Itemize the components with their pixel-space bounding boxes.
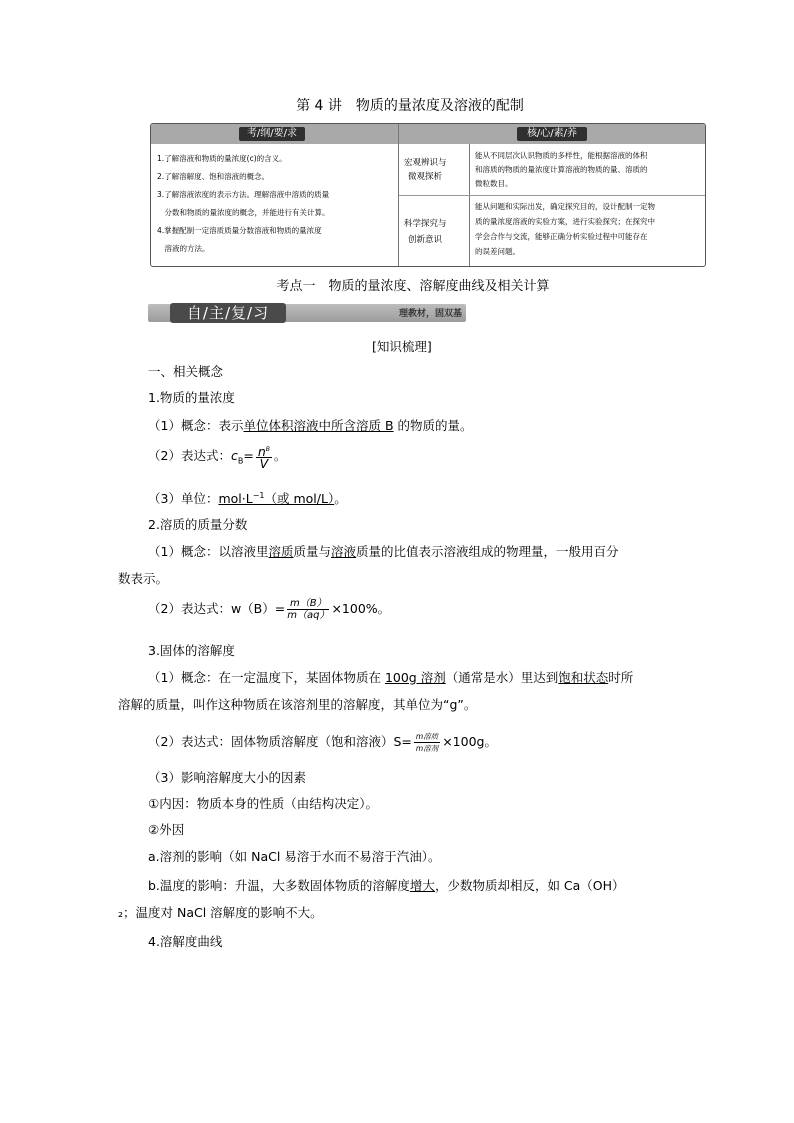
paragraph xyxy=(148,668,633,686)
paragraph xyxy=(148,542,619,560)
fraction xyxy=(256,444,272,472)
formula-symbol: c xyxy=(230,448,238,464)
text: （2）表达式： xyxy=(148,448,231,464)
text: （1）概念：以溶液里 xyxy=(148,544,269,559)
text: ×100g。 xyxy=(442,734,497,749)
text: 质量与 xyxy=(293,544,331,559)
underlined-term xyxy=(218,491,334,506)
fraction xyxy=(414,731,440,754)
unit: （或 mol/L） xyxy=(264,491,335,506)
objective-item: 分数和物质的量浓度的概念，并能进行有关计算。 xyxy=(157,208,330,217)
subsection-heading: 3.固体的溶解度 xyxy=(148,643,235,658)
formula-subscript: B xyxy=(237,456,244,466)
text: （通常是水）里达到 xyxy=(445,670,559,685)
paragraph: ①内因：物质本身的性质（由结构决定）。 xyxy=(148,796,378,811)
banner-tag: 自/主/复/习 xyxy=(170,303,286,323)
text: （2）表达式：w（B）= xyxy=(148,601,286,616)
subsection-heading: 2.溶质的质量分数 xyxy=(148,517,248,532)
objectives-header-label: 考/纲/要/求 xyxy=(239,127,305,141)
divider xyxy=(399,195,706,196)
formula-line xyxy=(148,598,390,621)
banner-note: 理教材，固双基 xyxy=(398,309,462,319)
objective-item: 溶液的方法。 xyxy=(157,244,210,253)
underlined-term: 单位体积溶液中所含溶质 B xyxy=(243,418,394,433)
numerator: m溶质 xyxy=(415,732,439,741)
denominator: m溶剂 xyxy=(415,744,439,753)
text: （1）概念：表示 xyxy=(148,418,244,433)
unit: mol·L xyxy=(218,491,253,506)
text: （1）概念：在一定温度下，某固体物质在 xyxy=(148,670,385,685)
objective-item: 3.了解溶液浓度的表示方法。理解溶液中溶质的质量 xyxy=(157,190,330,199)
text: 。 xyxy=(334,491,347,506)
underlined-term: 增大 xyxy=(409,878,435,893)
literacy-desc: 和溶质的物质的量浓度计算溶液的物质的量、溶质的 xyxy=(475,165,648,174)
underlined-term: 溶质 xyxy=(268,544,294,559)
literacy-header-label: 核/心/素/养 xyxy=(517,127,587,141)
divider xyxy=(469,144,470,266)
text: 。 xyxy=(273,448,287,464)
paragraph xyxy=(148,489,347,507)
literacy-desc: 能从不同层次认识物质的多样性，能根据溶液的体积 xyxy=(475,151,648,160)
objective-item: 2.了解溶解度、饱和溶液的概念。 xyxy=(157,172,270,181)
underlined-term: 100g 溶剂 xyxy=(384,670,446,685)
text: ，少数物质却相反，如 Ca（OH） xyxy=(434,878,625,893)
literacy-label: 宏观辨识与 xyxy=(404,158,447,168)
text: ×100%。 xyxy=(331,601,391,616)
literacy-label: 科学探究与 xyxy=(404,219,447,229)
objective-item: 4.掌握配制一定溶质质量分数溶液和物质的量浓度 xyxy=(157,226,322,235)
text: 的物质的量。 xyxy=(393,418,473,433)
paragraph: ②外因 xyxy=(148,822,185,837)
literacy-label: 微观探析 xyxy=(408,172,443,182)
section-title: 考点一 物质的量浓度、溶解度曲线及相关计算 xyxy=(276,279,550,294)
objective-item: 1.了解溶液和物质的量浓度(c)的含义。 xyxy=(157,154,287,163)
text: = xyxy=(243,448,254,464)
literacy-desc: 学会合作与交流，能够正确分析实验过程中可能存在 xyxy=(475,232,648,241)
paragraph: a.溶剂的影响（如 NaCl 易溶于水而不易溶于汽油）。 xyxy=(148,849,441,864)
formula-line xyxy=(148,444,287,472)
literacy-header xyxy=(399,124,705,144)
literacy-desc: 能从问题和实际出发，确定探究目的，设计配制一定物 xyxy=(475,202,655,211)
literacy-desc: 微粒数目。 xyxy=(475,179,513,188)
text: （2）表达式：固体物质溶解度（饱和溶液）S= xyxy=(148,734,412,749)
text: 时所 xyxy=(608,670,634,685)
objectives-table xyxy=(150,123,706,267)
text: b.温度的影响：升温，大多数固体物质的溶解度 xyxy=(148,878,410,893)
denominator: m（aq） xyxy=(287,610,330,621)
page-title: 第 4 讲 物质的量浓度及溶液的配制 xyxy=(296,98,524,114)
literacy-desc: 质的量浓度溶液的实验方案，进行实验探究；在探究中 xyxy=(475,217,655,226)
text: 质量的比值表示溶液组成的物理量，一般用百分 xyxy=(356,544,619,559)
self-review-banner xyxy=(148,304,466,322)
fraction xyxy=(287,598,329,621)
part-heading: 一、相关概念 xyxy=(148,364,224,379)
numerator: n xyxy=(257,444,266,460)
paragraph-continued: 溶解的质量，叫作这种物质在该溶剂里的溶解度，其单位为“g”。 xyxy=(118,697,477,712)
underlined-term: 溶液 xyxy=(331,544,357,559)
paragraph-continued: ₂；温度对 NaCl 溶解度的影响不大。 xyxy=(118,905,323,920)
numerator-sup: B xyxy=(265,446,270,453)
unit-sup: −1 xyxy=(252,490,265,500)
paragraph xyxy=(148,416,473,434)
formula-line xyxy=(148,731,497,754)
underlined-term: 饱和状态 xyxy=(558,670,609,685)
numerator: m（B） xyxy=(287,598,329,610)
literacy-desc: 的误差问题。 xyxy=(475,247,520,256)
subsection-heading: 1.物质的量浓度 xyxy=(148,390,235,405)
paragraph: （3）影响溶解度大小的因素 xyxy=(148,770,306,785)
paragraph xyxy=(148,876,625,894)
knowledge-heading: [知识梳理] xyxy=(372,339,432,354)
denominator: V xyxy=(259,456,269,472)
paragraph-continued: 数表示。 xyxy=(118,571,169,586)
subsection-heading: 4.溶解度曲线 xyxy=(148,934,223,949)
literacy-label: 创新意识 xyxy=(408,235,443,245)
objectives-header xyxy=(151,124,398,144)
text: （3）单位： xyxy=(148,491,219,506)
